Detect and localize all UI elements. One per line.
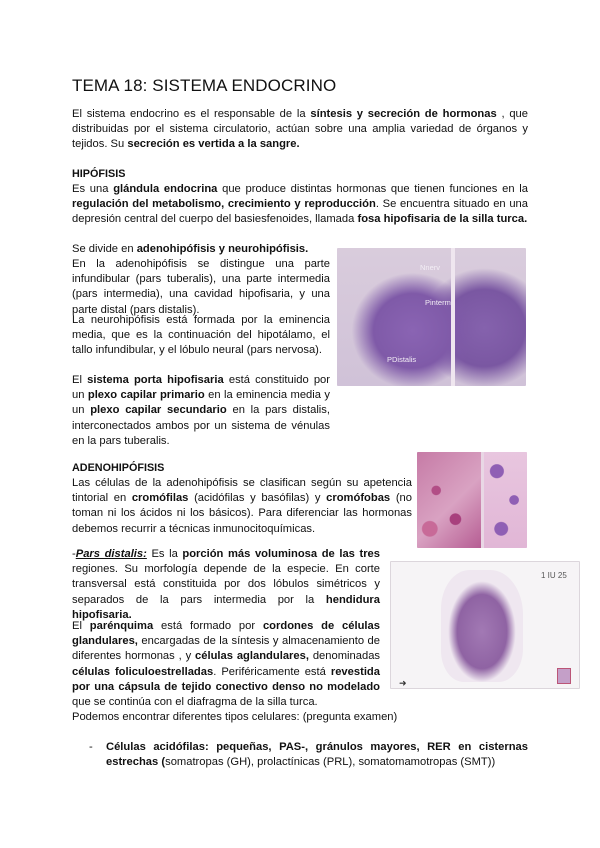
hipofisis-text-1: Es una [72,183,114,195]
cell-types-intro: Podemos encontrar diferentes tipos celulares: (pregunta examen) [72,711,398,723]
parenquima-paragraph [72,619,380,710]
distalis-text-1: Es la [146,548,183,560]
porta-text-3: en la eminencia media y un [72,389,330,417]
division-lead-bold: adenohipófisis y neurohipófisis. [136,243,309,255]
distalis-title: Pars distalis: [75,548,147,560]
parenquima-bold-5: revestida por una cápsula de tejido conectivo denso no modelado [72,665,380,693]
intro-text-2: , que distribuidas por el sistema circulatorio, actúan sobre una amplia variedad de órganos y tejidos. Su [72,108,529,151]
intro-bold-2: secreción es vertida a la sangre. [127,138,300,151]
hypophysis-histology-image [337,248,526,386]
parenquima-text-2: está formado por [153,620,263,632]
acidophil-bold: Células acidófilas: pequeñas, PAS-, gránulos mayores, RER en cisternas estrechas ( [106,741,528,769]
distalis-bold-1: porción más voluminosa de las tres [182,548,380,560]
adeno-paragraph [72,476,412,537]
arrow-icon: ➜ [399,678,407,688]
parenquima-bold-3: células aglandulares, [195,650,309,663]
hipofisis-bold-1: glándula endocrina [113,183,218,195]
label-distalis: PDistalis [387,355,417,364]
porta-paragraph [72,373,330,449]
distalis-paragraph [72,547,380,623]
slide-thumbnail [557,668,571,684]
bullet-mark: - [89,741,93,753]
parenquima-text-3: encargadas de la síntesis y almacenamiento de diferentes hormonas , y [72,635,380,663]
distalis-bold-2: hendidura hipofisaria. [72,593,380,621]
adeno-heading: ADENOHIPÓFISIS [72,462,165,474]
acidophil-text: somatropas (GH), prolactínicas (PRL), somatomamotropas (SMT)) [165,756,496,769]
hipofisis-bold-3: fosa hipofisaria de la silla turca. [357,213,528,226]
porta-bold-3: plexo capilar secundario [90,404,227,417]
hipofisis-paragraph [72,182,528,228]
intro-text-1: El sistema endocrino es el responsable de la [72,108,311,120]
label-nervosa: Nnerv [420,263,441,272]
porta-text-2: está constituido por un [72,374,330,402]
cells-right-panel [484,452,527,548]
adeno-bold-2: cromófobas [326,492,391,505]
parenquima-bold-1: parénquima [89,620,154,632]
distalis-text-2: regiones. Su morfología depende de la especie. En corte transversal está constituida por dos lóbulos simétricos y separados de la pars intermedia por la [72,563,380,606]
adeno-text-3: (no toman ni los ácidos ni los básicos). Para diferenciar las hormonas debemos recurrir a técnicas inmunocitoquímicas. [72,492,412,535]
division-paragraph-1: En la adenohipófisis se distingue una parte infundibular (pars tuberalis), una parte intermedia (pars intermedia), una cavidad hipofisaria, y una parte distal (pars distalis). [72,258,330,316]
image-divider [451,248,455,386]
tissue-section [441,570,523,682]
label-intermedia: Pinterm [425,298,451,307]
hipofisis-heading: HIPÓFISIS [72,168,126,180]
distalis-dash: - [72,548,76,560]
acidophil-bullet [106,740,528,770]
hipofisis-bold-2: regulación del metabolismo, crecimiento y reproducción [72,198,376,211]
division-lead-text: Se divide en [72,243,137,255]
intro-paragraph [72,107,528,153]
parenquima-bold-4: células foliculoestrelladas [72,665,214,678]
adeno-bold-1: cromófilas [131,492,189,505]
porta-text-1: El [72,374,88,386]
division-paragraph-2: La neurohipófisis está formada por la eminencia media, que es la continuación del hipotálamo, el tallo infundibular, y el lóbulo neural (pars nervosa). [72,314,330,357]
parenquima-bold-2: cordones de células glandulares, [72,620,380,648]
hipofisis-text-3: . Se encuentra situado en una depresión central del cuerpo del basiesfenoides, llamada [72,198,528,226]
division-lead [72,242,330,257]
adenohypophysis-cells-image [417,452,527,548]
parenquima-text-6: que se continúa con el diafragma de la silla turca. [72,696,318,709]
porta-text-4: en la pars distalis, interconectados ambos por un sistema de vénulas en la pars tuberalis. [72,404,330,447]
porta-bold-1: sistema porta hipofisaria [87,374,224,386]
parenquima-text-5: . Periféricamente está [213,665,331,678]
slide-corner-label: 1 IU 25 [541,571,567,580]
cells-left-panel [417,452,481,548]
porta-bold-2: plexo capilar primario [87,389,205,402]
intro-bold-1: síntesis y secreción de hormonas [310,108,497,120]
parenquima-text-1: El [72,620,90,632]
adeno-text-2: (acidófilas y basófilas) y [188,492,327,505]
parenquima-text-4: denominadas [308,650,381,663]
pars-distalis-slide-image [390,561,580,689]
page-title: TEMA 18: SISTEMA ENDOCRINO [72,76,337,95]
adeno-text-1: Las células de la adenohipófisis se clasifican según su apetencia tintorial en [72,477,412,505]
hipofisis-text-2: que produce distintas hormonas que tienen funciones en la [217,183,528,195]
